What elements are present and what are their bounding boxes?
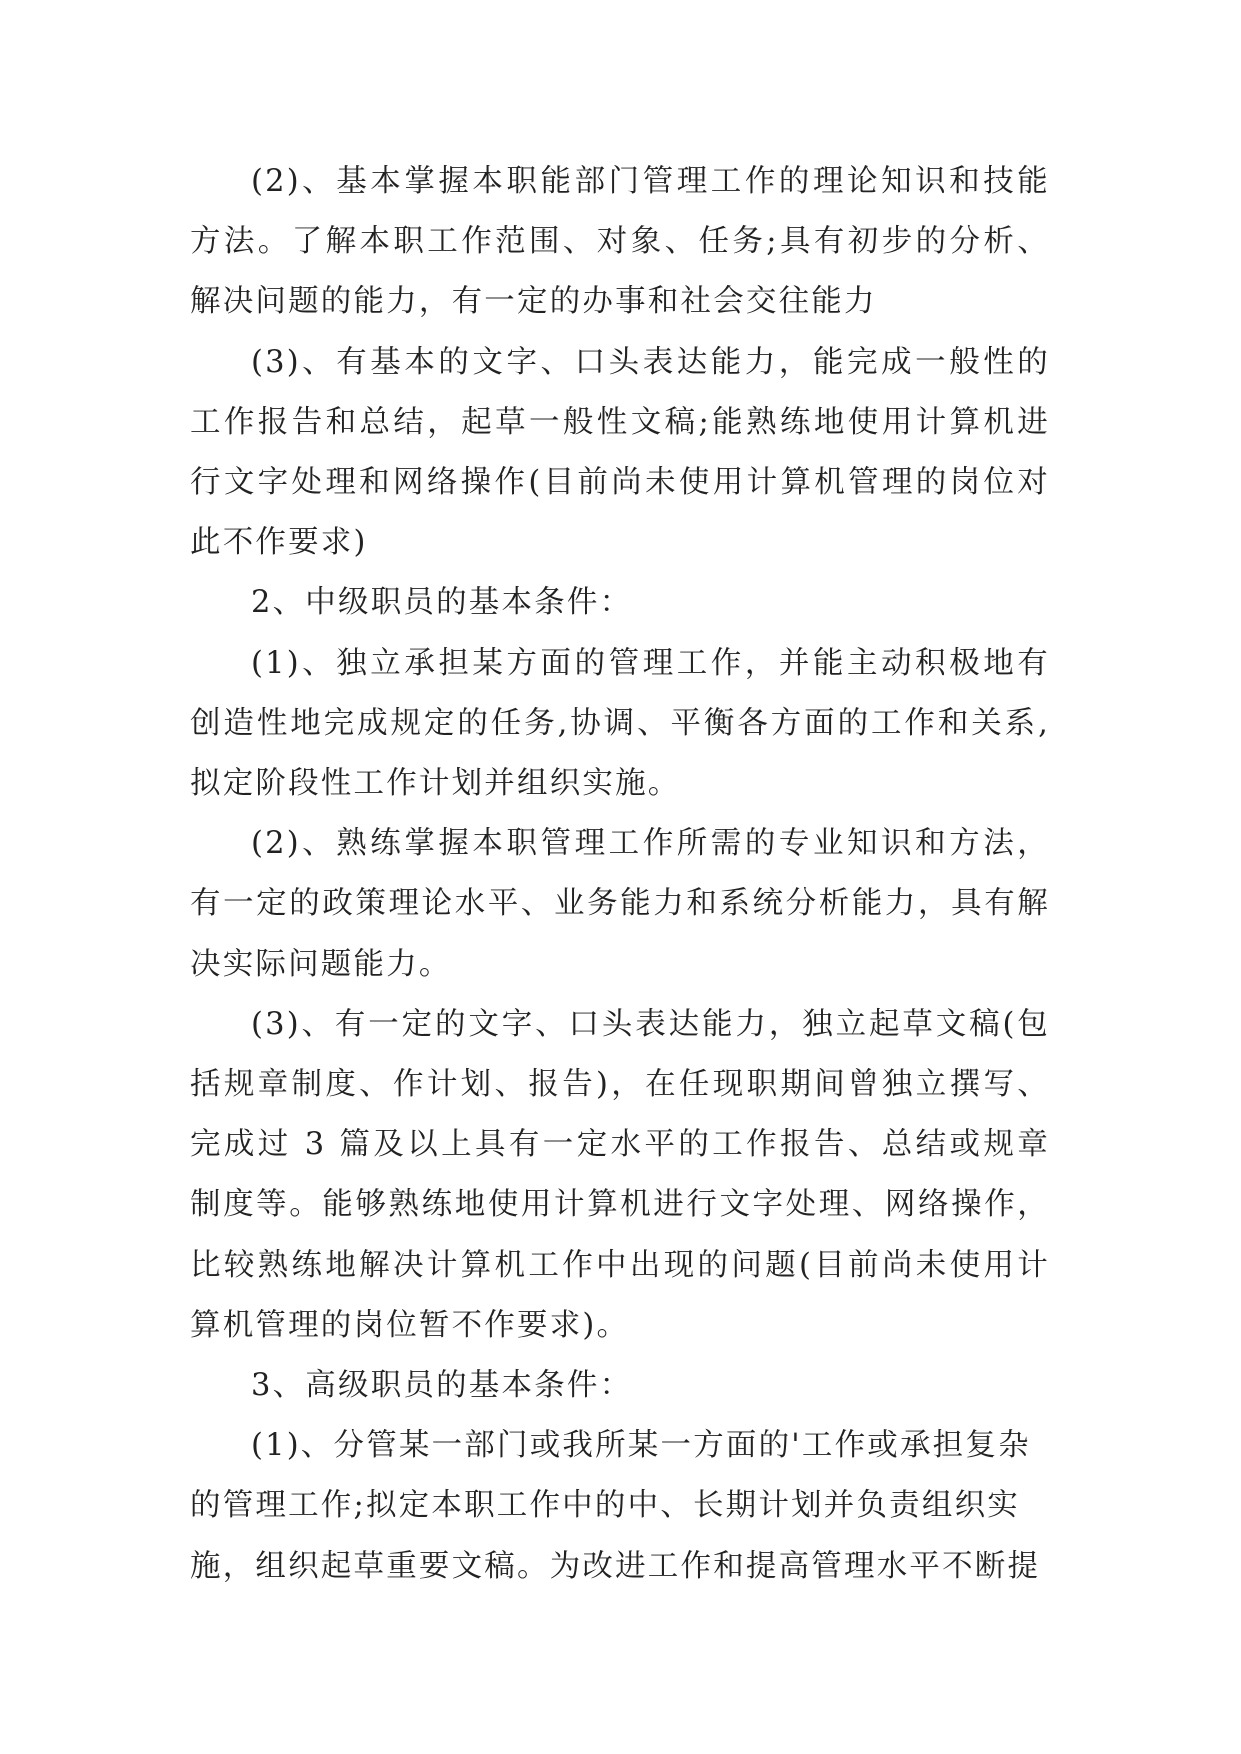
section-heading: 2、中级职员的基本条件： xyxy=(251,585,633,621)
paragraph: (1)、分管某一部门或我所某一方面的'工作或承担复杂的管理工作;拟定本职工作中的中、长期计划并负责组织实施，组织起草重要文稿。为改进工作和提高管理水平不断提 xyxy=(190,1428,1041,1584)
document-body xyxy=(190,152,1050,1597)
paragraph: (2)、熟练掌握本职管理工作所需的专业知识和方法，有一定的政策理论水平、业务能力和系统分析能力，具有解决实际问题能力。 xyxy=(190,826,1050,982)
section-heading: 3、高级职员的基本条件： xyxy=(251,1368,633,1404)
paragraph: (3)、有基本的文字、口头表达能力，能完成一般性的工作报告和总结，起草一般性文稿;能熟练地使用计算机进行文字处理和网络操作(目前尚未使用计算机管理的岗位对此不作要求) xyxy=(190,344,1050,561)
paragraph: (2)、基本掌握本职能部门管理工作的理论知识和技能方法。了解本职工作范围、对象、任务;具有初步的分析、解决问题的能力，有一定的办事和社会交往能力 xyxy=(190,164,1050,320)
paragraph: (1)、独立承担某方面的管理工作，并能主动积极地有创造性地完成规定的任务,协调、平衡各方面的工作和关系,拟定阶段性工作计划并组织实施。 xyxy=(190,645,1050,802)
paragraph: (3)、有一定的文字、口头表达能力，独立起草文稿(包括规章制度、作计划、报告)，在任现职期间曾独立撰写、完成过 3 篇及以上具有一定水平的工作报告、总结或规章制度等。能够熟练地使用计算机进行文字处理、网络操作，比较熟练地解决计算机工作中出现的问题(目前尚未使用计算机管理的岗位暂不作要求)。 xyxy=(190,1006,1050,1343)
